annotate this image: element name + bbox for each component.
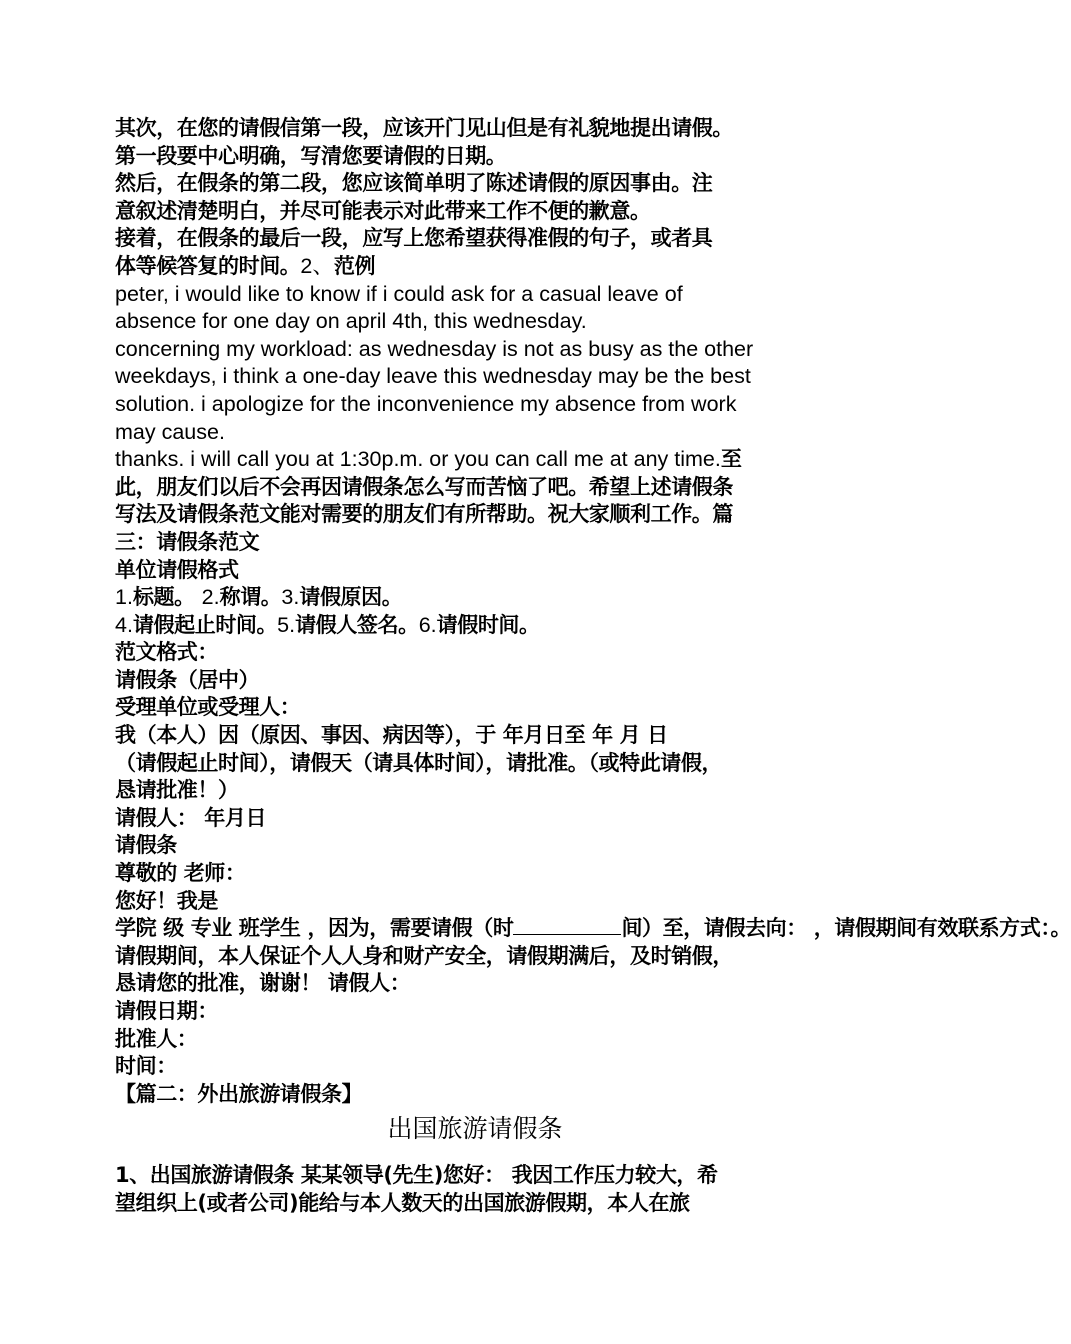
text-span: 然后，在假条的第二段，您应该简单明了陈述请假的原因事由。注 (115, 171, 713, 196)
text-line (115, 198, 845, 226)
text-span: thanks. i will call you at 1:30p.m. or you can call me at any time. (115, 447, 721, 472)
text-span: 【篇二：外出旅游请假条】 (115, 1081, 363, 1106)
text-line (115, 750, 845, 778)
text-span: 5. (277, 612, 296, 637)
text-span: 批准人： (115, 1026, 198, 1051)
text-line (115, 888, 845, 916)
text-line (115, 943, 845, 971)
text-span: may cause. (115, 419, 225, 444)
text-span: 间）至，请假去向： ，请假期间有效联系方式：。 (621, 916, 1071, 941)
text-span: 范文格式： (115, 640, 218, 665)
text-span: 写法及请假条范文能对需要的朋友们有所帮助。祝大家顺利工作。篇 (115, 502, 733, 527)
text-span: 望组织上(或者公司)能给与本人数天的出国旅游假期，本人在旅 (115, 1190, 690, 1215)
text-line (115, 225, 845, 253)
text-span: 请假条 (115, 833, 177, 858)
text-span: 请假期间，本人保证个人人身和财产安全，请假期满后，及时销假， (115, 943, 733, 968)
text-span: 第一段要中心明确，写清您要请假的日期。 (115, 143, 507, 168)
text-line (115, 832, 845, 860)
text-span: 恳请您的批准，谢谢！ 请假人： (115, 971, 411, 996)
section-heading: 出国旅游请假条 (387, 1114, 563, 1144)
text-span: 其次，在您的请假信第一段，应该开门见山但是有礼貌地提出请假。 (115, 116, 733, 140)
text-line (115, 557, 845, 585)
text-span: 2、 (300, 253, 334, 278)
text-line (115, 281, 845, 309)
text-line (115, 777, 845, 805)
text-line (115, 722, 845, 750)
text-span: weekdays, i think a one-day leave this wednesday may be the best (115, 364, 751, 389)
text-line (115, 253, 845, 281)
text-line (115, 501, 845, 529)
text-span: 恳请批准！） (115, 778, 239, 803)
text-line (115, 1026, 845, 1054)
text-line (115, 115, 845, 143)
text-span: 此，朋友们以后不会再因请假条怎么写而苦恼了吧。希望上述请假条 (115, 474, 733, 499)
text-span: 1、出国旅游请假条 某某领导(先生)您好： 我因工作压力较大，希 (115, 1163, 718, 1188)
text-span: 请假人签名。 (295, 612, 419, 637)
text-line (115, 1190, 845, 1218)
text-span: 受理单位或受理人： (115, 695, 301, 720)
text-line (115, 612, 845, 640)
text-line (115, 639, 845, 667)
text-line (115, 1081, 845, 1109)
text-span: 请假日期： (115, 999, 218, 1023)
text-line (115, 529, 845, 557)
text-span: 标题。 (132, 585, 202, 610)
fill-in-blank (513, 916, 621, 935)
text-line (115, 694, 845, 722)
text-span: peter, i would like to know if i could ask for a casual leave of (115, 281, 683, 306)
text-line (115, 1162, 845, 1190)
text-span: 时间： (115, 1054, 177, 1079)
text-line (115, 391, 845, 419)
text-span: 请假起止时间。 (132, 612, 278, 637)
text-span: （请假起止时间），请假天（请具体时间），请批准。（或特此请假， (115, 750, 723, 775)
text-line (115, 363, 845, 391)
text-line (115, 143, 845, 171)
text-span: 称谓。 (219, 585, 282, 610)
document-page (115, 115, 1071, 1218)
text-span: 单位请假格式 (115, 557, 239, 582)
text-line (115, 970, 845, 998)
text-span: 学院 级 专业 班学生 ，因为，需要请假（时 (115, 916, 514, 941)
text-span: absence for one day on april 4th, this wednesday. (115, 309, 587, 334)
text-span: 体等候答复的时间。 (115, 253, 301, 278)
text-span: 请假时间。 (436, 612, 540, 637)
text-line (115, 308, 845, 336)
text-line (115, 667, 845, 695)
text-span: 3. (281, 585, 300, 610)
text-line (115, 1053, 845, 1081)
text-span: 三：请假条范文 (115, 529, 260, 554)
text-span: 请假条（居中） (115, 667, 260, 692)
text-span: 2. (201, 585, 220, 610)
text-line (115, 446, 845, 474)
text-span: 4. (115, 612, 133, 637)
text-span: 1. (115, 585, 133, 610)
text-line (115, 805, 845, 833)
text-line (115, 170, 845, 198)
text-span: 接着，在假条的最后一段，应写上您希望获得准假的句子，或者具 (115, 226, 713, 251)
text-line (115, 419, 845, 447)
text-span: 请假人： 年月日 (115, 805, 267, 830)
text-line (115, 336, 845, 364)
text-span: 请假原因。 (299, 585, 403, 610)
text-line (115, 860, 845, 888)
text-line (115, 998, 845, 1026)
text-span: solution. i apologize for the inconvenience my absence from work (115, 391, 737, 416)
text-span: 范例 (333, 253, 376, 278)
text-span: 至 (720, 447, 742, 472)
text-span: 您好！我是 (115, 888, 218, 913)
text-span: 我（本人）因（原因、事因、病因等），于 年月日至 年 月 日 (115, 723, 668, 748)
text-line (115, 474, 845, 502)
text-span: 尊敬的 老师： (115, 861, 246, 886)
text-span: 6. (418, 612, 437, 637)
text-span: concerning my workload: as wednesday is not as busy as the other (115, 336, 754, 361)
text-line (115, 915, 1071, 943)
text-line (115, 584, 845, 612)
text-span: 意叙述清楚明白，并尽可能表示对此带来工作不便的歉意。 (115, 198, 651, 223)
